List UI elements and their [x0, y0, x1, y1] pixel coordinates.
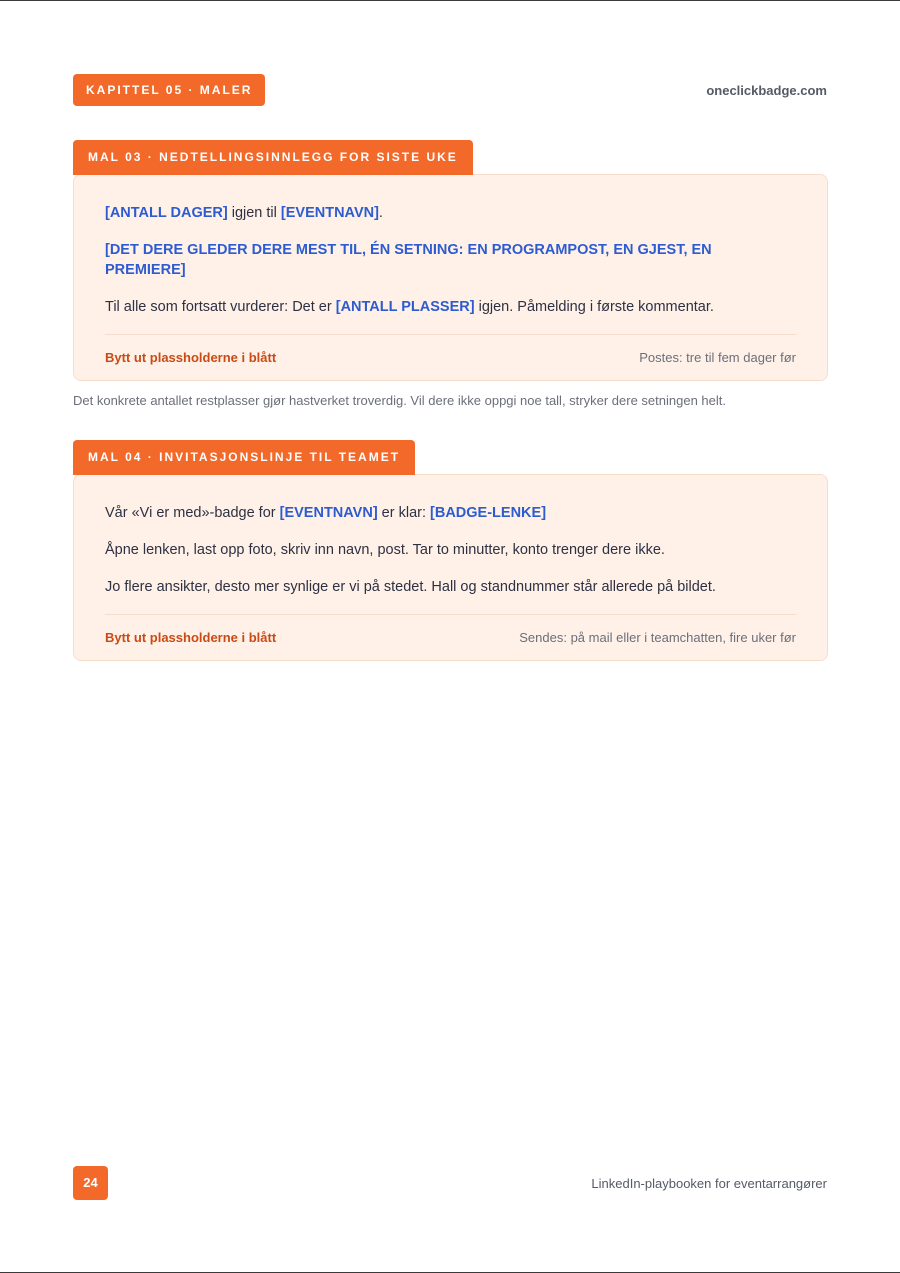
template-card [73, 440, 828, 661]
template-text: er klar: [377, 505, 431, 521]
posting-time-note: Sendes: på mail eller i teamchatten, fire uker før [519, 630, 796, 645]
template-text: Til alle som fortsatt vurderer: Det er [105, 299, 336, 315]
swap-placeholders-note: Bytt ut plassholderne i blått [105, 350, 277, 365]
template-card [73, 140, 828, 381]
template-line [105, 503, 796, 523]
page-header [73, 74, 827, 106]
template-text: igjen. Påmelding i første kommentar. [474, 299, 714, 315]
book-title: LinkedIn-playbooken for eventarrangører [591, 1175, 827, 1191]
placeholder-text: [ANTALL DAGER] [105, 205, 228, 221]
chapter-badge: KAPITTEL 05 · MALER [73, 74, 265, 106]
placeholder-text: [BADGE-LENKE] [430, 505, 547, 521]
posting-time-note: Postes: tre til fem dager før [639, 350, 796, 365]
template-text: Åpne lenken, last opp foto, skriv inn navn, post. Tar to minutter, konto trenger dere ikke. [105, 542, 665, 558]
template-line [105, 240, 796, 280]
template-line [105, 203, 796, 223]
template-text: igjen til [227, 205, 281, 221]
page-footer [73, 1166, 827, 1200]
template-text: Vår «Vi er med»-badge for [105, 505, 280, 521]
placeholder-text: [ANTALL PLASSER] [335, 299, 475, 315]
template-line [105, 540, 796, 560]
template-footer [105, 614, 796, 660]
template-box [73, 174, 828, 381]
swap-placeholders-note: Bytt ut plassholderne i blått [105, 630, 277, 645]
template-tab: MAL 03 · NEDTELLINGSINNLEGG FOR SISTE UKE [73, 140, 473, 175]
site-url[interactable]: oneclickbadge.com [706, 82, 827, 98]
placeholder-text: [EVENTNAVN] [280, 205, 379, 221]
placeholder-text: [EVENTNAVN] [279, 505, 378, 521]
template-text: . [378, 205, 383, 221]
template-explanation-note: Det konkrete antallet restplasser gjør hastverket troverdig. Vil dere ikke oppgi noe tall, stryker dere setningen helt. [73, 393, 726, 408]
template-text: Jo flere ansikter, desto mer synlige er vi på stedet. Hall og standnummer står allerede på bildet. [105, 579, 716, 595]
template-tab: MAL 04 · INVITASJONSLINJE TIL TEAMET [73, 440, 415, 475]
template-footer [105, 334, 796, 380]
template-box [73, 474, 828, 661]
template-line [105, 297, 796, 317]
template-line [105, 577, 796, 597]
page-number: 24 [73, 1166, 108, 1200]
placeholder-text: [DET DERE GLEDER DERE MEST TIL, ÉN SETNING: EN PROGRAMPOST, EN GJEST, EN PREMIERE] [105, 242, 712, 278]
